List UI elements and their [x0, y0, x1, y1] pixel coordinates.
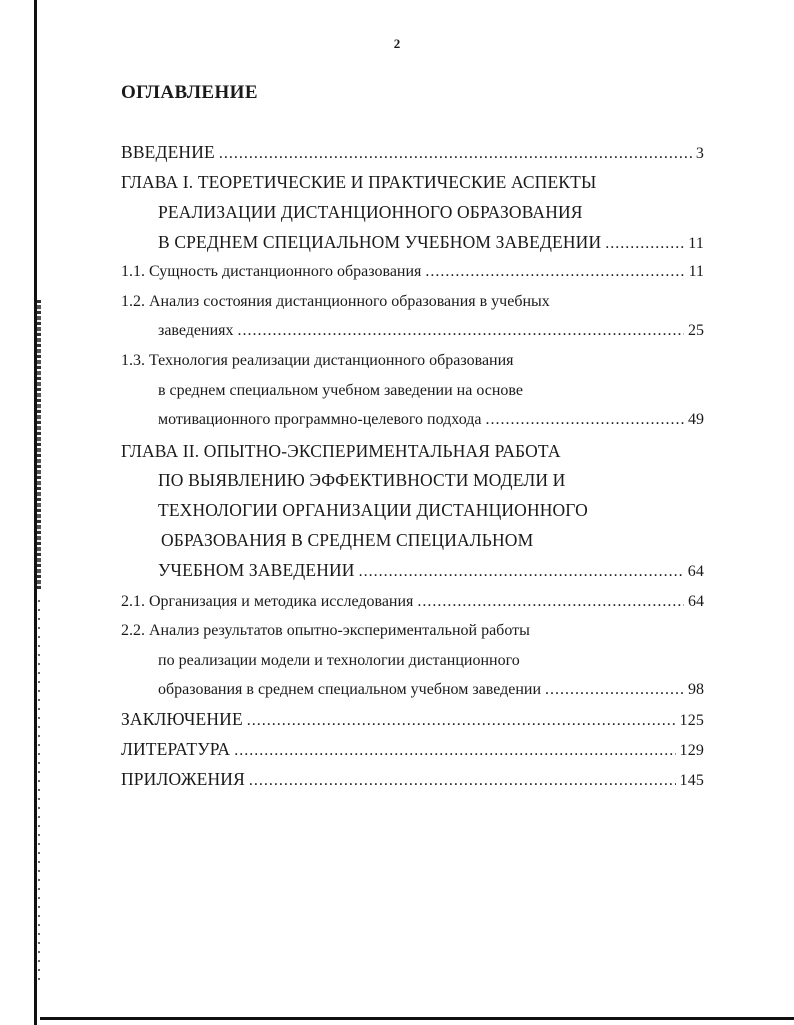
- toc-title: ОГЛАВЛЕНИЕ: [121, 82, 258, 103]
- toc-leader-dots: [238, 320, 685, 342]
- toc-leader-dots: [219, 143, 692, 165]
- toc-entry-page: 49: [688, 411, 704, 428]
- toc-entry-section-1-2-line1[interactable]: [121, 291, 550, 313]
- toc-entry-chapter1-line1[interactable]: [121, 171, 596, 193]
- toc-entry-chapter2-line2[interactable]: [158, 469, 565, 491]
- toc-leader-dots: [417, 591, 684, 613]
- toc-entry-page: 145: [679, 772, 704, 789]
- toc-entry-chapter2-line1[interactable]: [121, 440, 561, 462]
- toc-entry-section-2-2-line1[interactable]: [121, 620, 530, 642]
- toc-leader-dots: [249, 770, 676, 792]
- toc-leader-dots: [359, 561, 684, 583]
- toc-entry-label: по реализации модели и технологии дистанционного: [158, 652, 520, 669]
- page-number: 2: [393, 36, 401, 51]
- toc-entry-chapter1-line3[interactable]: [158, 231, 704, 253]
- toc-entry-label: 1.1. Сущность дистанционного образования: [121, 263, 422, 280]
- toc-entry-section-2-2-line2[interactable]: [158, 650, 520, 672]
- toc-entry-page: 25: [688, 322, 704, 339]
- toc-entry-chapter2-line5[interactable]: [158, 559, 704, 581]
- toc-entry-page: 125: [679, 712, 704, 729]
- toc-entry-label: УЧЕБНОМ ЗАВЕДЕНИИ: [158, 560, 355, 580]
- toc-entry-section-1-3-line2[interactable]: [158, 380, 523, 402]
- toc-entry-label: заведениях: [158, 322, 234, 339]
- toc-entry-label: ПРИЛОЖЕНИЯ: [121, 769, 245, 789]
- toc-leader-dots: [234, 740, 675, 762]
- toc-entry-chapter2-line4[interactable]: [161, 529, 533, 551]
- toc-entry-label: В СРЕДНЕМ СПЕЦИАЛЬНОМ УЧЕБНОМ ЗАВЕДЕНИИ: [158, 232, 602, 252]
- toc-entry-label: ЛИТЕРАТУРА: [121, 739, 231, 759]
- toc-entry-label: РЕАЛИЗАЦИИ ДИСТАНЦИОННОГО ОБРАЗОВАНИЯ: [158, 202, 583, 222]
- toc-entry-section-1-3-line1[interactable]: [121, 350, 514, 372]
- toc-entry-label: в среднем специальном учебном заведении на основе: [158, 382, 523, 399]
- toc-entry-label: ОБРАЗОВАНИЯ В СРЕДНЕМ СПЕЦИАЛЬНОМ: [161, 530, 534, 550]
- toc-entry-page: 98: [688, 681, 704, 698]
- toc-entry-label: 1.2. Анализ состояния дистанционного образования в учебных: [121, 293, 550, 310]
- toc-leader-dots: [425, 261, 684, 283]
- toc-entry-label: ВВЕДЕНИЕ: [121, 142, 215, 162]
- toc-entry-appendices[interactable]: [121, 768, 704, 790]
- toc-entry-page: 64: [687, 563, 704, 580]
- toc-entry-chapter2-line3[interactable]: [158, 499, 588, 521]
- toc-entry-intro[interactable]: [121, 141, 704, 163]
- toc-entry-chapter1-line2[interactable]: [158, 201, 583, 223]
- toc-entry-page: 64: [688, 593, 704, 610]
- toc-leader-dots: [247, 710, 676, 732]
- toc-entry-label: ПО ВЫЯВЛЕНИЮ ЭФФЕКТИВНОСТИ МОДЕЛИ И: [158, 470, 566, 490]
- toc-entry-label: 2.2. Анализ результатов опытно-экспериментальной работы: [121, 622, 530, 639]
- toc-entry-section-1-1[interactable]: [121, 261, 704, 283]
- toc-entry-page: 11: [688, 235, 704, 252]
- toc-entry-page: 3: [695, 145, 704, 162]
- toc-entry-section-1-3-line3[interactable]: [158, 409, 704, 431]
- toc-entry-section-2-2-line3[interactable]: [158, 679, 704, 701]
- toc-entry-label: ЗАКЛЮЧЕНИЕ: [121, 709, 243, 729]
- toc-entry-label: образования в среднем специальном учебном заведении: [158, 681, 542, 698]
- toc-entry-label: ГЛАВА II. ОПЫТНО-ЭКСПЕРИМЕНТАЛЬНАЯ РАБОТА: [121, 441, 561, 461]
- toc-entry-conclusion[interactable]: [121, 708, 704, 730]
- toc-entry-label: 1.3. Технология реализации дистанционного образования: [121, 352, 514, 369]
- toc-entry-page: 129: [679, 742, 704, 759]
- toc-entry-label: ТЕХНОЛОГИИ ОРГАНИЗАЦИИ ДИСТАНЦИОННОГО: [158, 500, 588, 520]
- toc-leader-dots: [605, 233, 684, 255]
- toc-leader-dots: [485, 409, 684, 431]
- toc-entry-label: 2.1. Организация и методика исследования: [121, 593, 414, 610]
- toc-entry-section-2-1[interactable]: [121, 591, 704, 613]
- toc-entry-label: мотивационного программно-целевого подхода: [158, 411, 482, 428]
- toc-leader-dots: [545, 679, 684, 701]
- toc-entry-literature[interactable]: [121, 738, 704, 760]
- toc-entry-section-1-2-line2[interactable]: [158, 320, 704, 342]
- toc-entry-label: ГЛАВА I. ТЕОРЕТИЧЕСКИЕ И ПРАКТИЧЕСКИЕ АСПЕКТЫ: [121, 172, 597, 192]
- toc-entry-page: 11: [688, 263, 704, 280]
